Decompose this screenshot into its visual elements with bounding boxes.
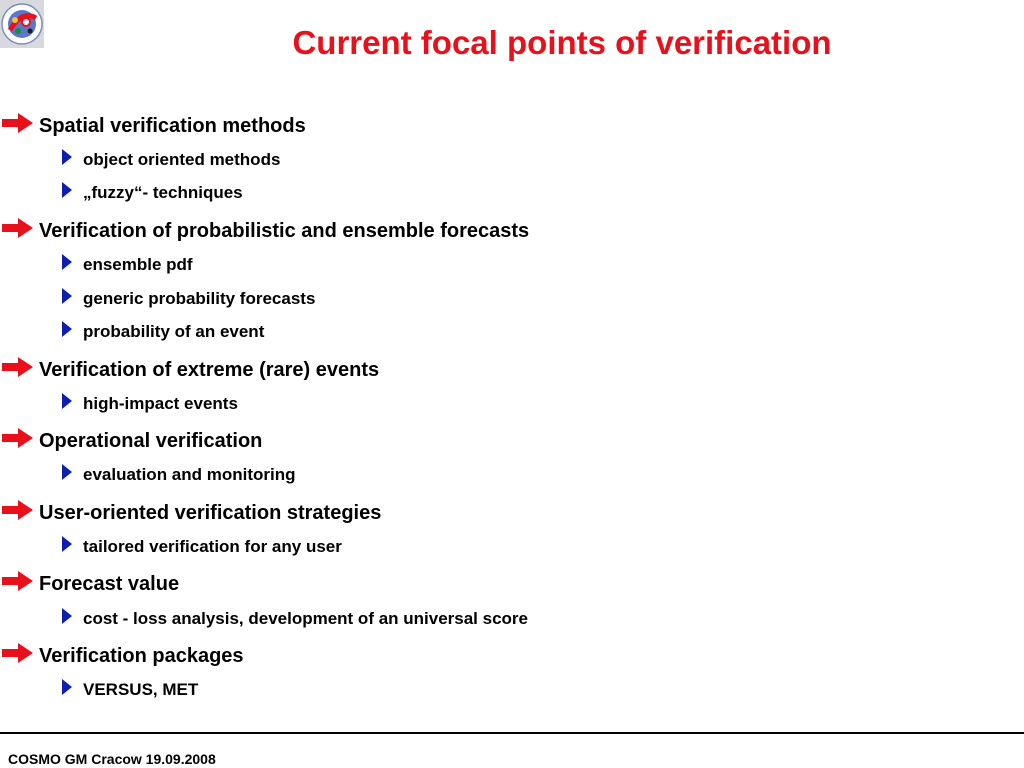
item-label: VERSUS, MET bbox=[83, 680, 199, 699]
item-label: probability of an event bbox=[83, 322, 265, 341]
list-item bbox=[61, 253, 193, 277]
section-label: User-oriented verification strategies bbox=[39, 501, 382, 524]
section-heading bbox=[0, 499, 381, 527]
right-arrow-icon bbox=[0, 496, 36, 524]
triangle-right-icon bbox=[61, 250, 73, 274]
section-label: Verification of probabilistic and ensemble forecasts bbox=[39, 219, 530, 242]
section-label: Verification of extreme (rare) events bbox=[39, 358, 380, 381]
list-item bbox=[61, 148, 280, 172]
section-heading bbox=[0, 356, 379, 384]
right-arrow-icon bbox=[0, 109, 36, 137]
item-label: evaluation and monitoring bbox=[83, 465, 296, 484]
right-arrow-icon bbox=[0, 424, 36, 452]
section-heading bbox=[0, 217, 529, 245]
triangle-right-icon bbox=[61, 317, 73, 341]
triangle-right-icon bbox=[61, 604, 73, 628]
right-arrow-icon bbox=[0, 567, 36, 595]
section-heading bbox=[0, 570, 179, 598]
section-label: Forecast value bbox=[39, 572, 180, 595]
list-item bbox=[61, 287, 315, 311]
slide-title: Current focal points of verification bbox=[292, 24, 832, 61]
list-item bbox=[61, 181, 243, 205]
section-heading bbox=[0, 427, 262, 455]
triangle-right-icon bbox=[61, 532, 73, 556]
item-label: cost - loss analysis, development of an universal score bbox=[83, 609, 528, 628]
triangle-right-icon bbox=[61, 389, 73, 413]
triangle-right-icon bbox=[61, 284, 73, 308]
item-label: ensemble pdf bbox=[83, 255, 193, 274]
triangle-right-icon bbox=[61, 178, 73, 202]
item-label: generic probability forecasts bbox=[83, 289, 316, 308]
list-item bbox=[61, 463, 296, 487]
section-label: Operational verification bbox=[39, 429, 263, 452]
section-label: Spatial verification methods bbox=[39, 114, 306, 137]
section-label: Verification packages bbox=[39, 644, 244, 667]
item-label: object oriented methods bbox=[83, 150, 281, 169]
item-label: high-impact events bbox=[83, 394, 238, 413]
list-item bbox=[61, 678, 198, 702]
section-heading bbox=[0, 112, 306, 140]
footer-divider bbox=[0, 732, 1024, 734]
list-item bbox=[61, 392, 238, 416]
footer-text: COSMO GM Cracow 19.09.2008 bbox=[8, 751, 216, 767]
triangle-right-icon bbox=[61, 145, 73, 169]
item-label: tailored verification for any user bbox=[83, 537, 342, 556]
section-heading bbox=[0, 642, 244, 670]
triangle-right-icon bbox=[61, 460, 73, 484]
triangle-right-icon bbox=[61, 675, 73, 699]
item-label: „fuzzy“- techniques bbox=[83, 183, 243, 202]
right-arrow-icon bbox=[0, 214, 36, 242]
list-item bbox=[61, 320, 264, 344]
right-arrow-icon bbox=[0, 639, 36, 667]
right-arrow-icon bbox=[0, 353, 36, 381]
list-item bbox=[61, 535, 342, 559]
list-item bbox=[61, 607, 528, 631]
